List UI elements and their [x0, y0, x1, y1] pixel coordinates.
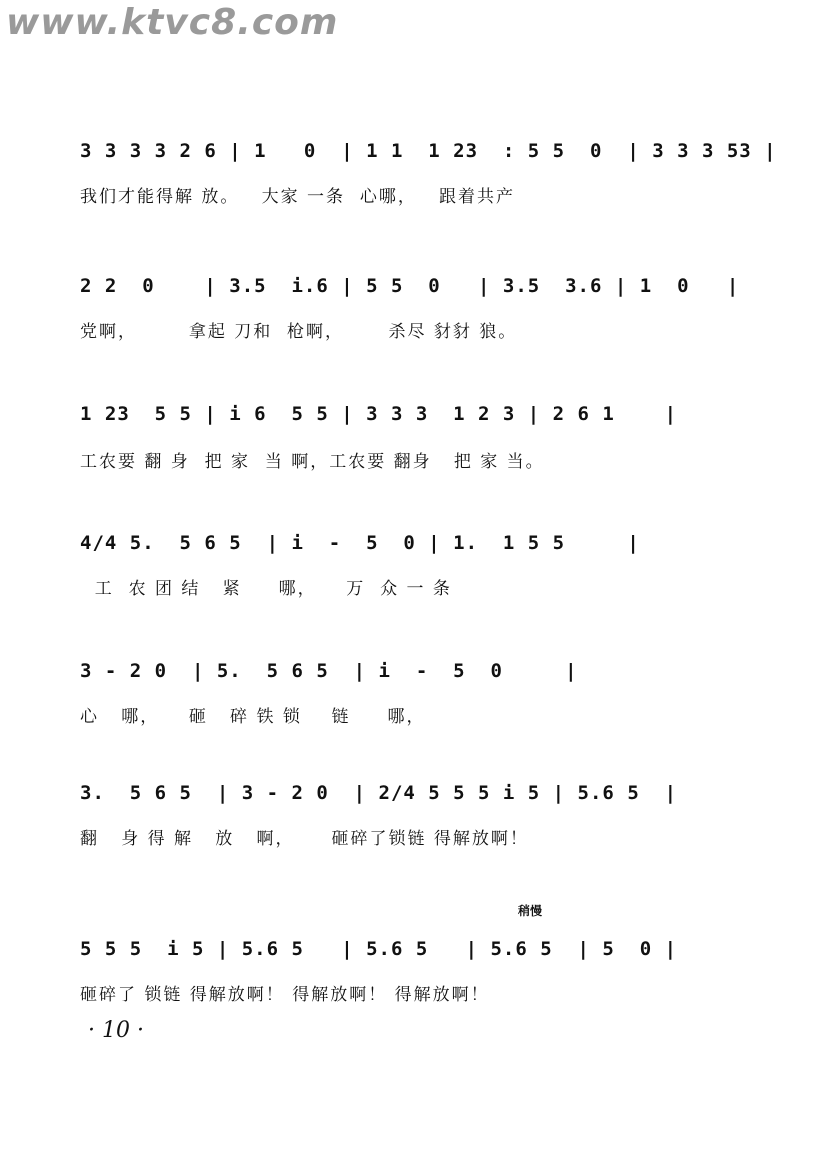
- lyrics-line: 我们才能得解 放。 大家 一条 心哪， 跟着共产: [80, 187, 516, 207]
- lyrics-line: 党啊， 拿起 刀和 枪啊， 杀尽 豺豺 狼。: [80, 322, 518, 342]
- notation-line: 4/4 5. 5 6 5 | i - 5 0 | 1. 1 5 5 |: [80, 532, 640, 554]
- lyrics-line: 心 哪， 砸 碎 铁 锁 链 哪，: [80, 707, 426, 727]
- notation-line: 3 - 2 0 | 5. 5 6 5 | i - 5 0 |: [80, 660, 578, 682]
- notation-line: 3. 5 6 5 | 3 - 2 0 | 2/4 5 5 5 i 5 | 5.6 5 |: [80, 782, 678, 804]
- notation-line: 2 2 0 | 3.5 i.6 | 5 5 0 | 3.5 3.6 | 1 0 |: [80, 275, 740, 297]
- lyrics-line: 工农要 翻 身 把 家 当 啊，工农要 翻身 把 家 当。: [80, 452, 545, 472]
- page-number: · 10 ·: [88, 1018, 144, 1043]
- tempo-marking: 稍慢: [518, 904, 543, 918]
- lyrics-line: 翻 身 得 解 放 啊， 砸碎了锁链 得解放啊！: [80, 829, 529, 849]
- notation-line: 5 5 5 i 5 | 5.6 5 | 5.6 5 | 5.6 5 | 5 0 |: [80, 938, 678, 960]
- notation-line: 1 23 5 5 | i 6 5 5 | 3 3 3 1 2 3 | 2 6 1 |: [80, 403, 678, 425]
- watermark-text: www.ktvc8.com: [6, 2, 339, 43]
- lyrics-line: 工 农 团 结 紧 哪， 万 众 一 条: [80, 579, 452, 599]
- lyrics-line: 砸碎了 锁链 得解放啊！ 得解放啊！ 得解放啊！: [80, 985, 490, 1005]
- notation-line: 3 3 3 3 2 6 | 1 0 | 1 1 1 23 : 5 5 0 | 3 3 3 53 |: [80, 140, 777, 162]
